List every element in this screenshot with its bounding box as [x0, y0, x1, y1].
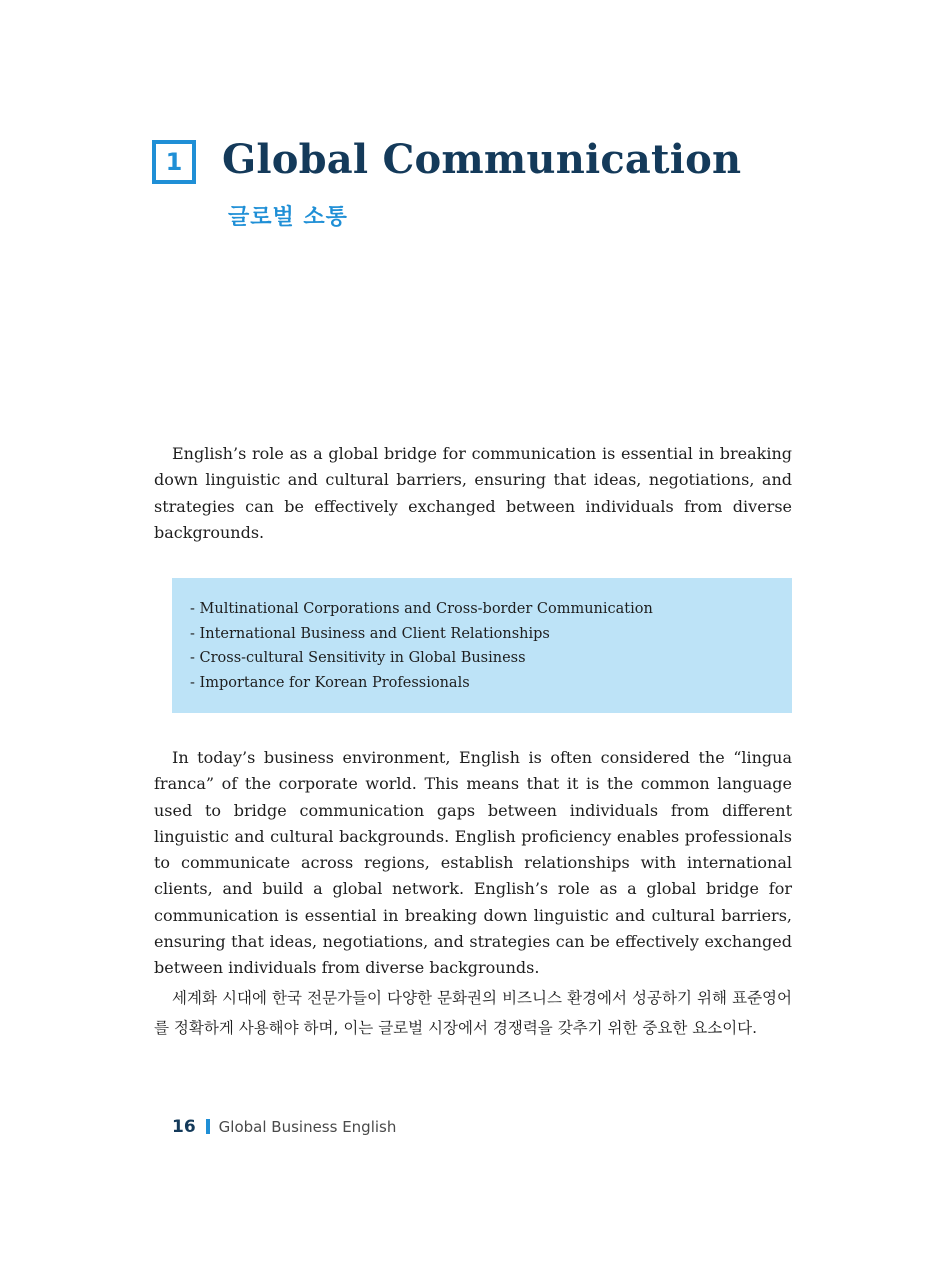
chapter-subtitle: 글로벌 소통	[228, 205, 348, 230]
chapter-title: Global Communication	[222, 136, 742, 183]
chapter-header	[152, 136, 852, 240]
intro-paragraph: English’s role as a global bridge for communication is essential in breaking down linguistic and cultural barriers, ensuring that ideas, negotiations, and strategies can be effectively exchanged between individuals from diverse backgrounds.	[154, 444, 792, 542]
korean-paragraph: 세계화 시대에 한국 전문가들이 다양한 문화권의 비즈니스 환경에서 성공하기 위해 표준영어를 정확하게 사용해야 하며, 이는 글로벌 시장에서 경쟁력을 갖추기 위한 중요한 요소이다.	[154, 989, 792, 1037]
topic-item: - Multinational Corporations and Cross-border Communication	[190, 601, 653, 617]
page-footer	[172, 1116, 396, 1140]
topic-item: - Importance for Korean Professionals	[190, 675, 470, 692]
topic-list	[190, 597, 774, 696]
footer-divider	[206, 1119, 210, 1134]
topic-box	[172, 578, 792, 713]
page-number: 16	[172, 1116, 196, 1137]
body-paragraph: In today’s business environment, English is often considered the “lingua franca” of the corporate world. This means that it is the common language used to bridge communication gaps between individuals from different linguistic and cultural backgrounds. English proficiency enables professionals to communicate across regions, establish relationships with international clients, and build a global network. English’s role as a global bridge for communication is essential in breaking down linguistic and cultural barriers, ensuring that ideas, negotiations, and strategies can be effectively exchanged between individuals from diverse backgrounds.	[154, 748, 792, 978]
topic-item: - International Business and Client Relationships	[190, 625, 550, 642]
book-title: Global Business English	[218, 1117, 397, 1136]
chapter-number-box: 1	[152, 140, 196, 184]
topic-item: - Cross-cultural Sensitivity in Global Business	[190, 650, 526, 667]
